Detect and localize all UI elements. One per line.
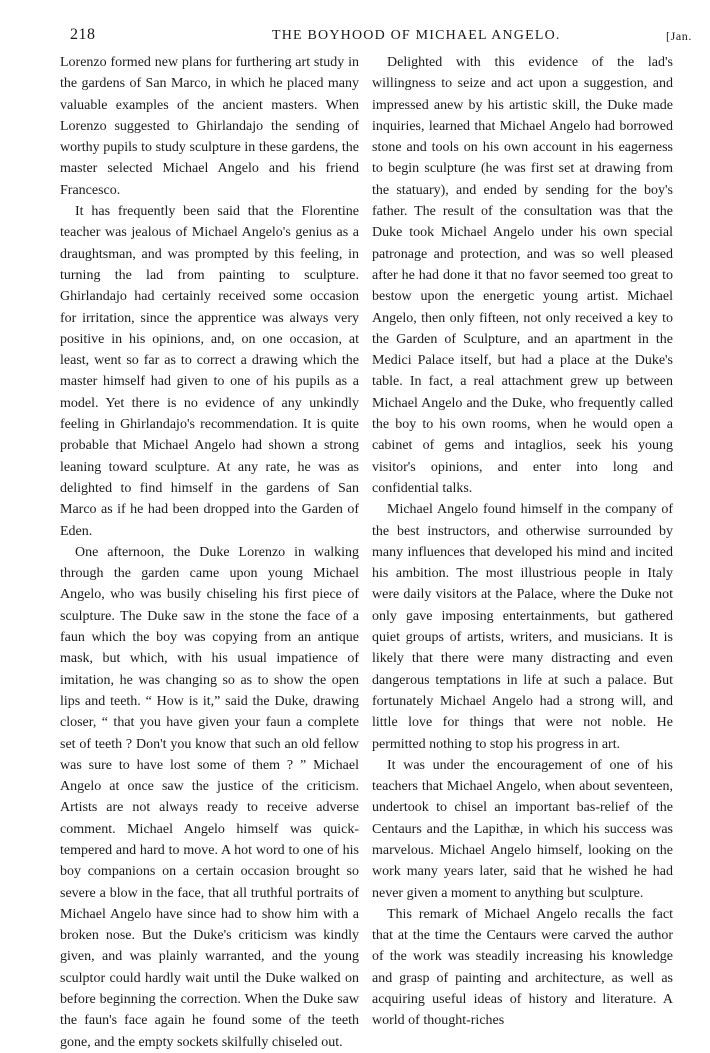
- issue-month: [Jan.: [666, 29, 692, 43]
- left-column: [60, 52, 359, 1053]
- paragraph: Michael Angelo found himself in the company of the best instructors, and otherwise surrounded by many influences that developed his mind and incited his ambition. The most illustrious people in Italy were daily visitors at the Palace, where the Duke not only gave imposing entertainments, but gathered quiet groups of artists, writers, and musicians. It is likely that there were many distracting and even dangerous temptations in life at such a palace. But fortunately Michael Angelo had a strong will, and little love for things that were not noble. He permitted nothing to stop his progress in art.: [372, 502, 673, 752]
- running-header: [70, 26, 710, 50]
- paragraph: Delighted with this evidence of the lad's willingness to seize and act upon a suggestion, and impressed anew by his artistic skill, the Duke made inquiries, learned that Michael Angelo had borrowed stone and tools on his own account in his eagerness to begin sculpture (he was first set at drawing from the statuary), and ended by sending for the boy's father. The result of the consultation was that the Duke took Michael Angelo under his own special patronage and protection, and was so well pleased after he had done it that no favor seemed too great to bestow upon the energetic young artist. Michael Angelo, then only fifteen, not only received a key to the Garden of Sculpture, and an apartment in the Medici Palace itself, but had a place at the Duke's table. In fact, a real attachment grew up between Michael Angelo and the Duke, who frequently called the boy to his own rooms, when he would open a cabinet of gems and intaglios, seek his young visitor's opinions, and enter into long and confidential talks.: [372, 55, 673, 496]
- paragraph: Lorenzo formed new plans for furthering art study in the gardens of San Marco, in which he placed many valuable examples of the ancient masters. When Lorenzo suggested to Ghirlandajo the sending of worthy pupils to study sculpture in these gardens, the master selected Michael Angelo and his friend Francesco.: [60, 55, 359, 198]
- paragraph: One afternoon, the Duke Lorenzo in walking through the garden came upon young Michael Angelo, who was busily chiseling his first piece of sculpture. The Duke saw in the stone the face of a faun which the boy was copying from an antique mask, but which, with his usual impatience of imitation, he was changing so as to show the open lips and teeth. “ How is it,” said the Duke, drawing closer, “ that you have given your faun a complete set of teeth ? Don't you know that such an old fellow was sure to have lost some of them ? ” Michael Angelo at once saw the justice of the criticism. Artists are not always ready to receive adverse comment. Michael Angelo himself was quick-tempered and hard to move. A hot word to one of his boy companions on a certain occasion brought so severe a blow in the face, that all truthful portraits of Michael Angelo have since had to show him with a broken nose. But the Duke's criticism was kindly given, and was plainly warranted, and the young sculptor could hardly wait until the Duke walked on before beginning the correction. When the Duke saw the faun's face again he found some of the teeth gone, and the empty sockets skilfully chiseled out.: [60, 544, 359, 1050]
- paragraph: It was under the encouragement of one of his teachers that Michael Angelo, when about seventeen, undertook to chisel an important bas-relief of the Centaurs and the Lapithæ, in which his success was marvelous. Michael Angelo himself, looking on the work many years later, said that he wished he had never given a moment to anything but sculpture.: [372, 757, 673, 901]
- page-number: 218: [70, 26, 96, 43]
- paragraph: It has frequently been said that the Florentine teacher was jealous of Michael Angelo's genius as a draughtsman, and was prompted by this feeling, in turning the lad from painting to sculpture. Ghirlandajo had certainly received some occasion for irritation, since the apprentice was always very positive in his opinions, and, on one occasion, at least, went so far as to correct a drawing which the master himself had given to one of his pupils as a model. Yet there is no evidence of any unkindly feeling in Ghirlandajo's recommendation. It is quite probable that Michael Angelo had shown a strong leaning toward sculpture. At any rate, he was as delighted to find himself in the gardens of San Marco as if he had been dropped into the Garden of Eden.: [60, 204, 359, 539]
- running-title: THE BOYHOOD OF MICHAEL ANGELO.: [272, 28, 561, 43]
- paragraph: This remark of Michael Angelo recalls the fact that at the time the Centaurs were carved the author of the work was steadily increasing his knowledge and grasp of painting and architecture, as well as acquiring useful ideas of history and literature. A world of thought-riches: [372, 906, 673, 1029]
- right-column: [372, 52, 673, 1032]
